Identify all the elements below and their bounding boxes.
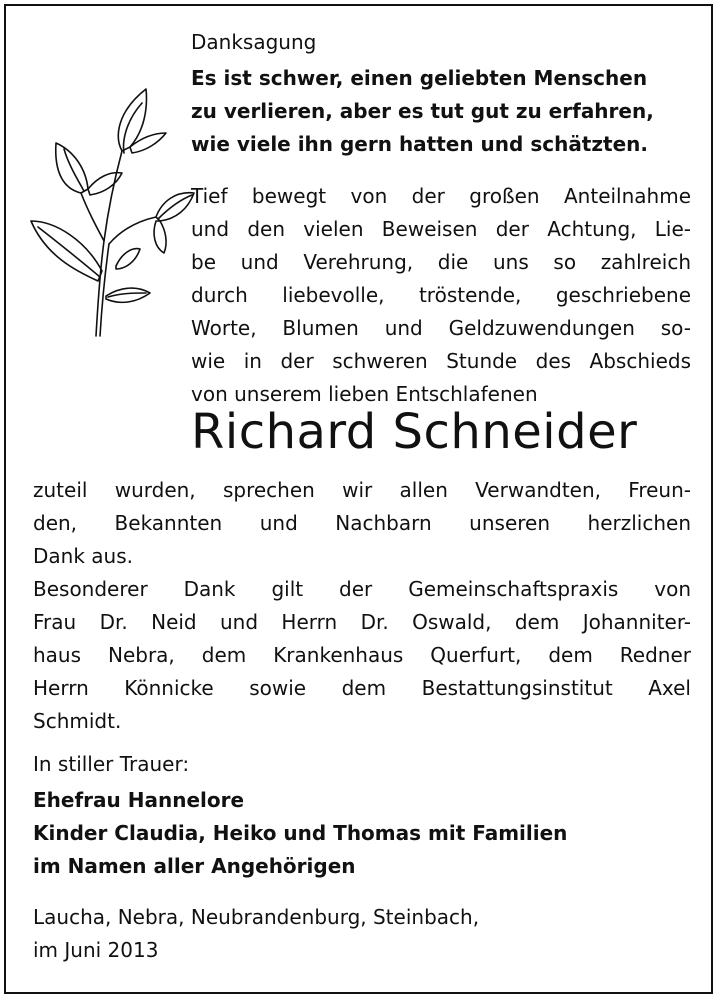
- special-thanks-paragraph: [33, 573, 691, 738]
- obituary-card: [4, 4, 713, 994]
- thanks-line-1: zuteil wurden, sprechen wir allen Verwandten, Freun-: [33, 478, 691, 502]
- places: Laucha, Nebra, Neubrandenburg, Steinbach,: [33, 905, 480, 929]
- intro-line-7: von unserem lieben Entschlafenen: [191, 382, 538, 406]
- intro-line-6: wie in der schweren Stunde des Abschieds: [191, 349, 691, 373]
- special-thanks-line-4: Herrn Könnicke sowie dem Bestattungsinstitut Axel: [33, 676, 691, 700]
- mourner-children: Kinder Claudia, Heiko und Thomas mit Familien: [33, 821, 568, 845]
- intro-line-3: be und Verehrung, die uns so zahlreich: [191, 250, 691, 274]
- intro-line-5: Worte, Blumen und Geldzuwendungen so-: [191, 316, 691, 340]
- special-thanks-line-3: haus Nebra, dem Krankenhaus Querfurt, dem Redner: [33, 643, 691, 667]
- intro-line-1: Tief bewegt von der großen Anteilnahme: [191, 184, 691, 208]
- calla-lily-flower-icon: [26, 81, 196, 341]
- date: im Juni 2013: [33, 938, 159, 962]
- mourner-relatives: im Namen aller Angehörigen: [33, 854, 356, 878]
- intro-line-4: durch liebevolle, tröstende, geschriebene: [191, 283, 691, 307]
- mourning-intro: In stiller Trauer:: [33, 752, 190, 776]
- quote-line-3: wie viele ihn gern hatten und schätzten.: [191, 132, 648, 156]
- thanks-paragraph: [33, 474, 691, 573]
- thanks-line-3: Dank aus.: [33, 544, 133, 568]
- deceased-name: Richard Schneider: [191, 404, 638, 460]
- intro-paragraph: [191, 180, 691, 411]
- heading: Danksagung: [191, 30, 317, 54]
- mourner-spouse: Ehefrau Hannelore: [33, 788, 245, 812]
- intro-line-2: und den vielen Beweisen der Achtung, Lie-: [191, 217, 691, 241]
- quote-line-1: Es ist schwer, einen geliebten Menschen: [191, 66, 648, 90]
- special-thanks-line-2: Frau Dr. Neid und Herrn Dr. Oswald, dem Johanniter-: [33, 610, 691, 634]
- special-thanks-line-1: Besonderer Dank gilt der Gemeinschaftspraxis von: [33, 577, 691, 601]
- special-thanks-line-5: Schmidt.: [33, 709, 122, 733]
- quote-line-2: zu verlieren, aber es tut gut zu erfahren,: [191, 99, 654, 123]
- thanks-line-2: den, Bekannten und Nachbarn unseren herzlichen: [33, 511, 691, 535]
